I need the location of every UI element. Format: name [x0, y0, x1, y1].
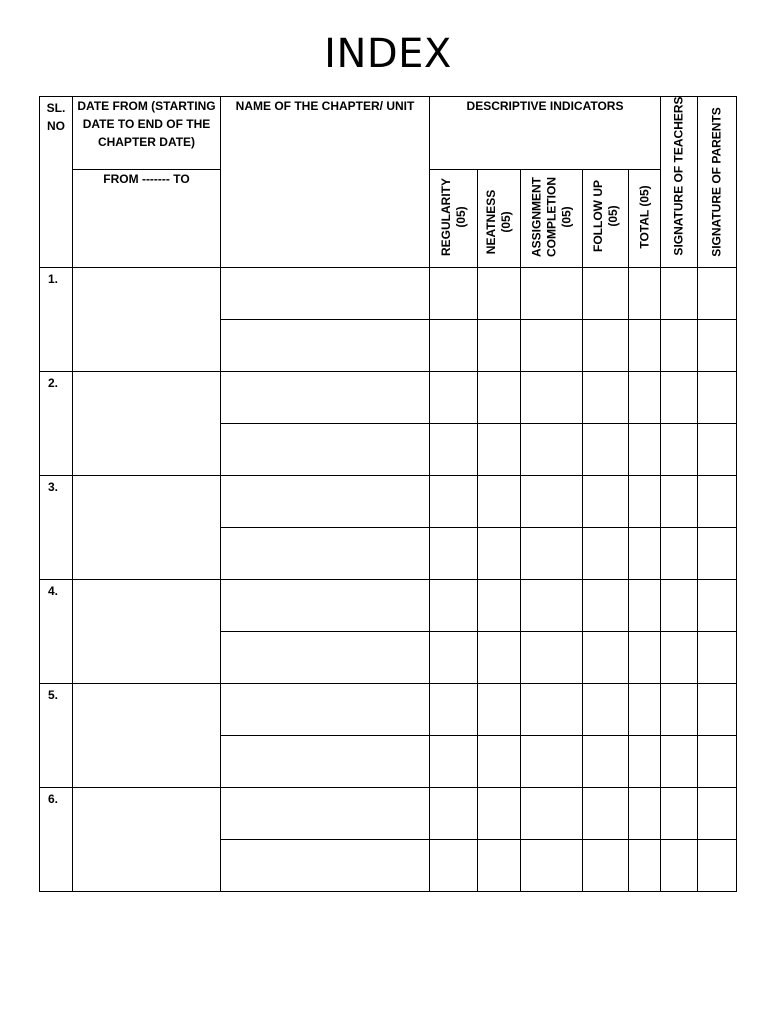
signature-parents-cell[interactable] — [698, 788, 737, 840]
signature-parents-cell[interactable] — [698, 320, 737, 372]
regularity-label-line1: REGULARITY — [438, 178, 453, 256]
total-cell[interactable] — [629, 372, 661, 424]
total-cell[interactable] — [629, 684, 661, 736]
follow-up-cell[interactable] — [583, 684, 629, 736]
neatness-cell[interactable] — [478, 372, 521, 424]
date-cell[interactable] — [73, 372, 221, 476]
table-row — [40, 684, 737, 736]
regularity-cell[interactable] — [430, 320, 478, 372]
total-cell[interactable] — [629, 476, 661, 528]
signature-teachers-cell[interactable] — [661, 320, 698, 372]
descriptive-indicators-label: DESCRIPTIVE INDICATORS — [466, 99, 624, 113]
chapter-cell[interactable] — [221, 372, 430, 424]
neatness-cell[interactable] — [478, 580, 521, 632]
assignment-cell[interactable] — [521, 528, 583, 580]
regularity-label-line2: (05) — [453, 206, 468, 228]
date-cell[interactable] — [73, 268, 221, 372]
sl-no-label-line2: NO — [47, 119, 65, 133]
table-row — [40, 788, 737, 840]
date-cell[interactable] — [73, 580, 221, 684]
signature-parents-cell[interactable] — [698, 632, 737, 684]
neatness-cell[interactable] — [478, 424, 521, 476]
signature-teachers-cell[interactable] — [661, 840, 698, 892]
table-row — [40, 372, 737, 424]
neatness-cell[interactable] — [478, 528, 521, 580]
regularity-cell[interactable] — [430, 268, 478, 320]
assignment-cell[interactable] — [521, 788, 583, 840]
assignment-cell[interactable] — [521, 736, 583, 788]
date-cell[interactable] — [73, 788, 221, 892]
follow-up-cell[interactable] — [583, 320, 629, 372]
follow-up-cell[interactable] — [583, 580, 629, 632]
sl-no-header — [40, 97, 73, 268]
chapter-cell[interactable] — [221, 736, 430, 788]
regularity-cell[interactable] — [430, 476, 478, 528]
regularity-label — [439, 178, 469, 256]
signature-parents-header — [698, 97, 737, 268]
neatness-cell[interactable] — [478, 268, 521, 320]
regularity-cell[interactable] — [430, 684, 478, 736]
neatness-cell[interactable] — [478, 840, 521, 892]
signature-parents-cell[interactable] — [698, 268, 737, 320]
follow-up-label-line1: FOLLOW UP — [590, 180, 605, 252]
follow-up-cell[interactable] — [583, 632, 629, 684]
neatness-cell[interactable] — [478, 684, 521, 736]
follow-up-header — [583, 170, 629, 268]
table-row — [40, 476, 737, 528]
descriptive-indicators-header — [430, 97, 661, 170]
date-from-label: DATE FROM (STARTING DATE TO END OF THE CHAPTER DATE) — [77, 99, 216, 149]
signature-parents-cell[interactable] — [698, 528, 737, 580]
signature-teachers-cell[interactable] — [661, 788, 698, 840]
assignment-label-line2: COMPLETION — [544, 177, 558, 258]
neatness-label — [484, 190, 514, 254]
signature-teachers-cell[interactable] — [661, 632, 698, 684]
total-cell[interactable] — [629, 320, 661, 372]
regularity-cell[interactable] — [430, 788, 478, 840]
sl-no-cell: 4. — [40, 580, 73, 684]
assignment-completion-label — [529, 177, 574, 257]
signature-teachers-cell[interactable] — [661, 580, 698, 632]
follow-up-label — [591, 180, 621, 252]
assignment-label-line3: (05) — [559, 206, 573, 228]
signature-teachers-label: SIGNATURE OF TEACHERS — [671, 96, 686, 256]
neatness-cell[interactable] — [478, 476, 521, 528]
regularity-cell[interactable] — [430, 736, 478, 788]
regularity-header — [430, 170, 478, 268]
signature-teachers-header — [661, 97, 698, 268]
assignment-cell[interactable] — [521, 632, 583, 684]
signature-parents-cell[interactable] — [698, 424, 737, 476]
follow-up-cell[interactable] — [583, 736, 629, 788]
assignment-completion-header — [521, 170, 583, 268]
chapter-cell[interactable] — [221, 788, 430, 840]
signature-teachers-cell[interactable] — [661, 528, 698, 580]
signature-parents-cell[interactable] — [698, 684, 737, 736]
regularity-cell[interactable] — [430, 424, 478, 476]
assignment-cell[interactable] — [521, 840, 583, 892]
neatness-cell[interactable] — [478, 788, 521, 840]
chapter-cell[interactable] — [221, 476, 430, 528]
assignment-label-line1: ASSIGNMENT — [529, 176, 543, 258]
chapter-name-header — [221, 97, 430, 268]
neatness-label-line1: NEATNESS — [484, 189, 498, 255]
total-header — [629, 170, 661, 268]
follow-up-cell[interactable] — [583, 788, 629, 840]
total-label: TOTAL (05) — [637, 185, 652, 249]
neatness-label-line2: (05) — [499, 211, 513, 233]
neatness-cell[interactable] — [478, 320, 521, 372]
total-cell[interactable] — [629, 424, 661, 476]
follow-up-cell[interactable] — [583, 476, 629, 528]
chapter-cell[interactable] — [221, 632, 430, 684]
sl-no-cell: 3. — [40, 476, 73, 580]
sl-no-label-line1: SL. — [46, 101, 66, 115]
signature-parents-cell[interactable] — [698, 736, 737, 788]
sl-no-cell: 6. — [40, 788, 73, 892]
index-table — [39, 96, 737, 892]
chapter-cell[interactable] — [221, 320, 430, 372]
signature-parents-cell[interactable] — [698, 372, 737, 424]
assignment-cell[interactable] — [521, 580, 583, 632]
follow-up-label-line2: (05) — [605, 205, 620, 227]
total-cell[interactable] — [629, 580, 661, 632]
signature-parents-cell[interactable] — [698, 580, 737, 632]
assignment-cell[interactable] — [521, 684, 583, 736]
regularity-cell[interactable] — [430, 840, 478, 892]
chapter-cell[interactable] — [221, 528, 430, 580]
regularity-cell[interactable] — [430, 632, 478, 684]
sl-no-cell: 1. — [40, 268, 73, 372]
signature-parents-label: SIGNATURE OF PARENTS — [709, 107, 724, 257]
neatness-header — [478, 170, 521, 268]
regularity-cell[interactable] — [430, 580, 478, 632]
from-to-header — [73, 170, 221, 268]
regularity-cell[interactable] — [430, 372, 478, 424]
follow-up-cell[interactable] — [583, 528, 629, 580]
date-cell[interactable] — [73, 476, 221, 580]
table-row — [40, 580, 737, 632]
neatness-cell[interactable] — [478, 736, 521, 788]
neatness-cell[interactable] — [478, 632, 521, 684]
follow-up-cell[interactable] — [583, 424, 629, 476]
total-cell[interactable] — [629, 840, 661, 892]
total-cell[interactable] — [629, 632, 661, 684]
total-cell[interactable] — [629, 268, 661, 320]
assignment-cell[interactable] — [521, 320, 583, 372]
table-row — [40, 268, 737, 320]
follow-up-cell[interactable] — [583, 840, 629, 892]
date-cell[interactable] — [73, 684, 221, 788]
date-from-header — [73, 97, 221, 170]
sl-no-cell: 2. — [40, 372, 73, 476]
signature-teachers-cell[interactable] — [661, 424, 698, 476]
signature-parents-cell[interactable] — [698, 476, 737, 528]
assignment-cell[interactable] — [521, 268, 583, 320]
sl-no-cell: 5. — [40, 684, 73, 788]
chapter-cell[interactable] — [221, 840, 430, 892]
signature-teachers-cell[interactable] — [661, 476, 698, 528]
chapter-name-label: NAME OF THE CHAPTER/ UNIT — [235, 99, 415, 113]
follow-up-cell[interactable] — [583, 372, 629, 424]
page-title: INDEX — [324, 31, 452, 77]
from-to-label: FROM ------- TO — [103, 172, 190, 186]
total-cell[interactable] — [629, 736, 661, 788]
header-row-1 — [40, 97, 737, 170]
signature-teachers-cell[interactable] — [661, 372, 698, 424]
signature-teachers-cell[interactable] — [661, 684, 698, 736]
assignment-cell[interactable] — [521, 476, 583, 528]
chapter-cell[interactable] — [221, 268, 430, 320]
signature-parents-cell[interactable] — [698, 840, 737, 892]
regularity-cell[interactable] — [430, 528, 478, 580]
signature-teachers-cell[interactable] — [661, 736, 698, 788]
chapter-cell[interactable] — [221, 684, 430, 736]
chapter-cell[interactable] — [221, 424, 430, 476]
assignment-cell[interactable] — [521, 372, 583, 424]
chapter-cell[interactable] — [221, 580, 430, 632]
signature-teachers-cell[interactable] — [661, 268, 698, 320]
follow-up-cell[interactable] — [583, 268, 629, 320]
total-cell[interactable] — [629, 788, 661, 840]
total-cell[interactable] — [629, 528, 661, 580]
assignment-cell[interactable] — [521, 424, 583, 476]
